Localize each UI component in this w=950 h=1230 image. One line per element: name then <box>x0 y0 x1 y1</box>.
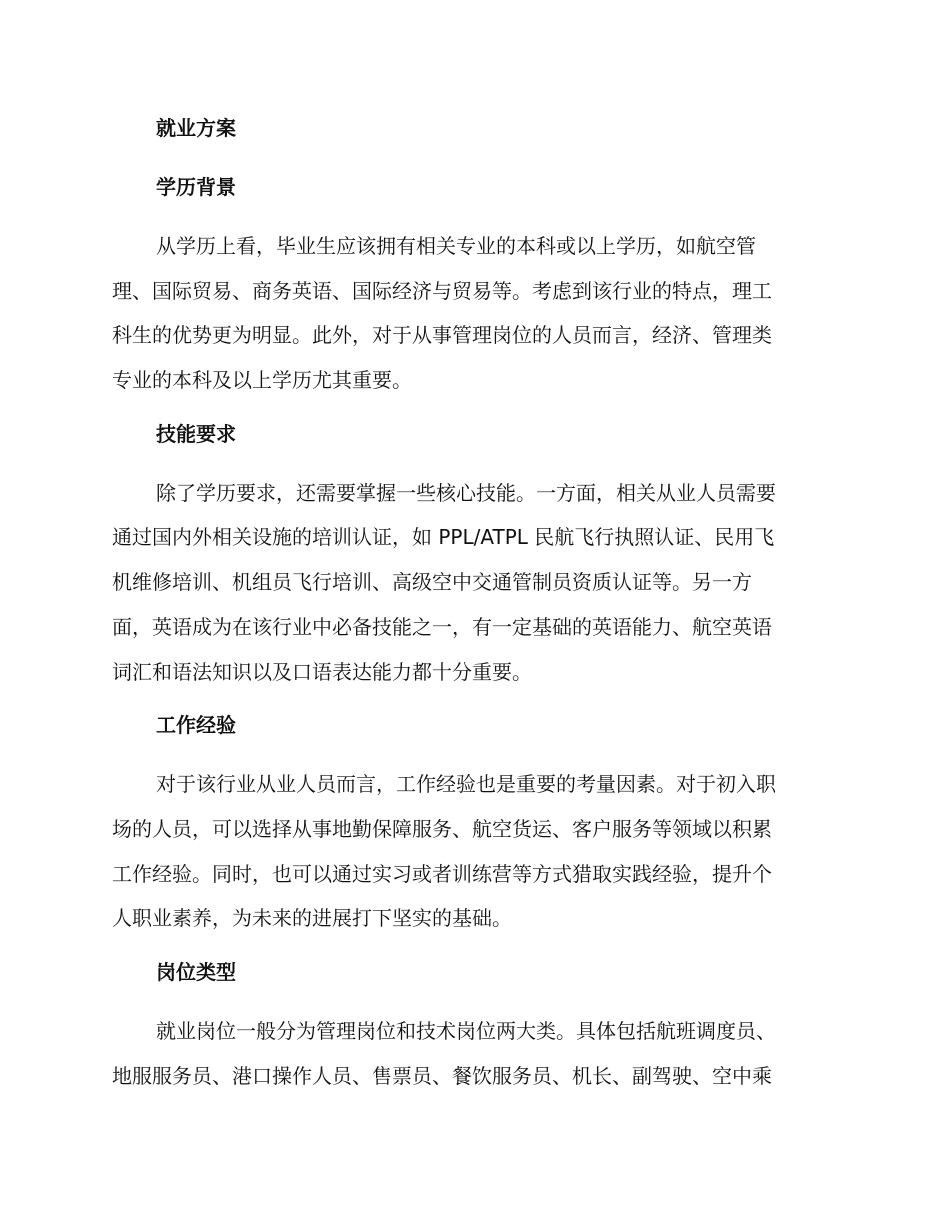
section-paragraph-position-types <box>112 1009 832 1098</box>
section-heading-experience: 工作经验 <box>156 713 236 738</box>
section-heading-skills: 技能要求 <box>156 421 236 446</box>
document-title: 就业方案 <box>156 116 236 140</box>
paragraph-line: 面，英语成为在该行业中必备技能之一，有一定基础的英语能力、航空英语 <box>112 614 772 639</box>
paragraph-line: 词汇和语法知识以及口语表达能力都十分重要。 <box>112 659 532 684</box>
paragraph-line: 通过国内外相关设施的培训认证，如 PPL/ATPL 民航飞行执照认证、民用飞 <box>112 525 775 550</box>
section-paragraph-education <box>112 224 832 403</box>
paragraph-line: 科生的优势更为明显。此外，对于从事管理岗位的人员而言，经济、管理类 <box>112 323 772 348</box>
section-paragraph-skills <box>112 471 832 694</box>
section-heading-position-types: 岗位类型 <box>156 959 236 984</box>
paragraph-line: 工作经验。同时，也可以通过实习或者训练营等方式猎取实践经验，提升个 <box>112 861 772 886</box>
paragraph-line: 人职业素养，为未来的进展打下坚实的基础。 <box>112 906 512 931</box>
paragraph-line: 从学历上看，毕业生应该拥有相关专业的本科或以上学历，如航空管 <box>156 234 756 258</box>
paragraph-line: 就业岗位一般分为管理岗位和技术岗位两大类。具体包括航班调度员、 <box>156 1018 776 1043</box>
section-heading-education: 学历背景 <box>156 175 236 199</box>
paragraph-line: 场的人员，可以选择从事地勤保障服务、航空货运、客户服务等领域以积累 <box>112 816 772 841</box>
document-body <box>112 112 832 1113</box>
section-paragraph-experience <box>112 762 832 941</box>
paragraph-line: 机维修培训、机组员飞行培训、高级空中交通管制员资质认证等。另一方 <box>112 570 752 595</box>
paragraph-line: 对于该行业从业人员而言，工作经验也是重要的考量因素。对于初入职 <box>156 772 776 797</box>
paragraph-line: 地服服务员、港口操作人员、售票员、餐饮服务员、机长、副驾驶、空中乘 <box>112 1063 772 1088</box>
paragraph-line: 理、国际贸易、商务英语、国际经济与贸易等。考虑到该行业的特点，理工 <box>112 278 772 303</box>
paragraph-line: 除了学历要求，还需要掌握一些核心技能。一方面，相关从业人员需要 <box>156 480 776 505</box>
paragraph-line: 专业的本科及以上学历尤其重要。 <box>112 368 412 393</box>
